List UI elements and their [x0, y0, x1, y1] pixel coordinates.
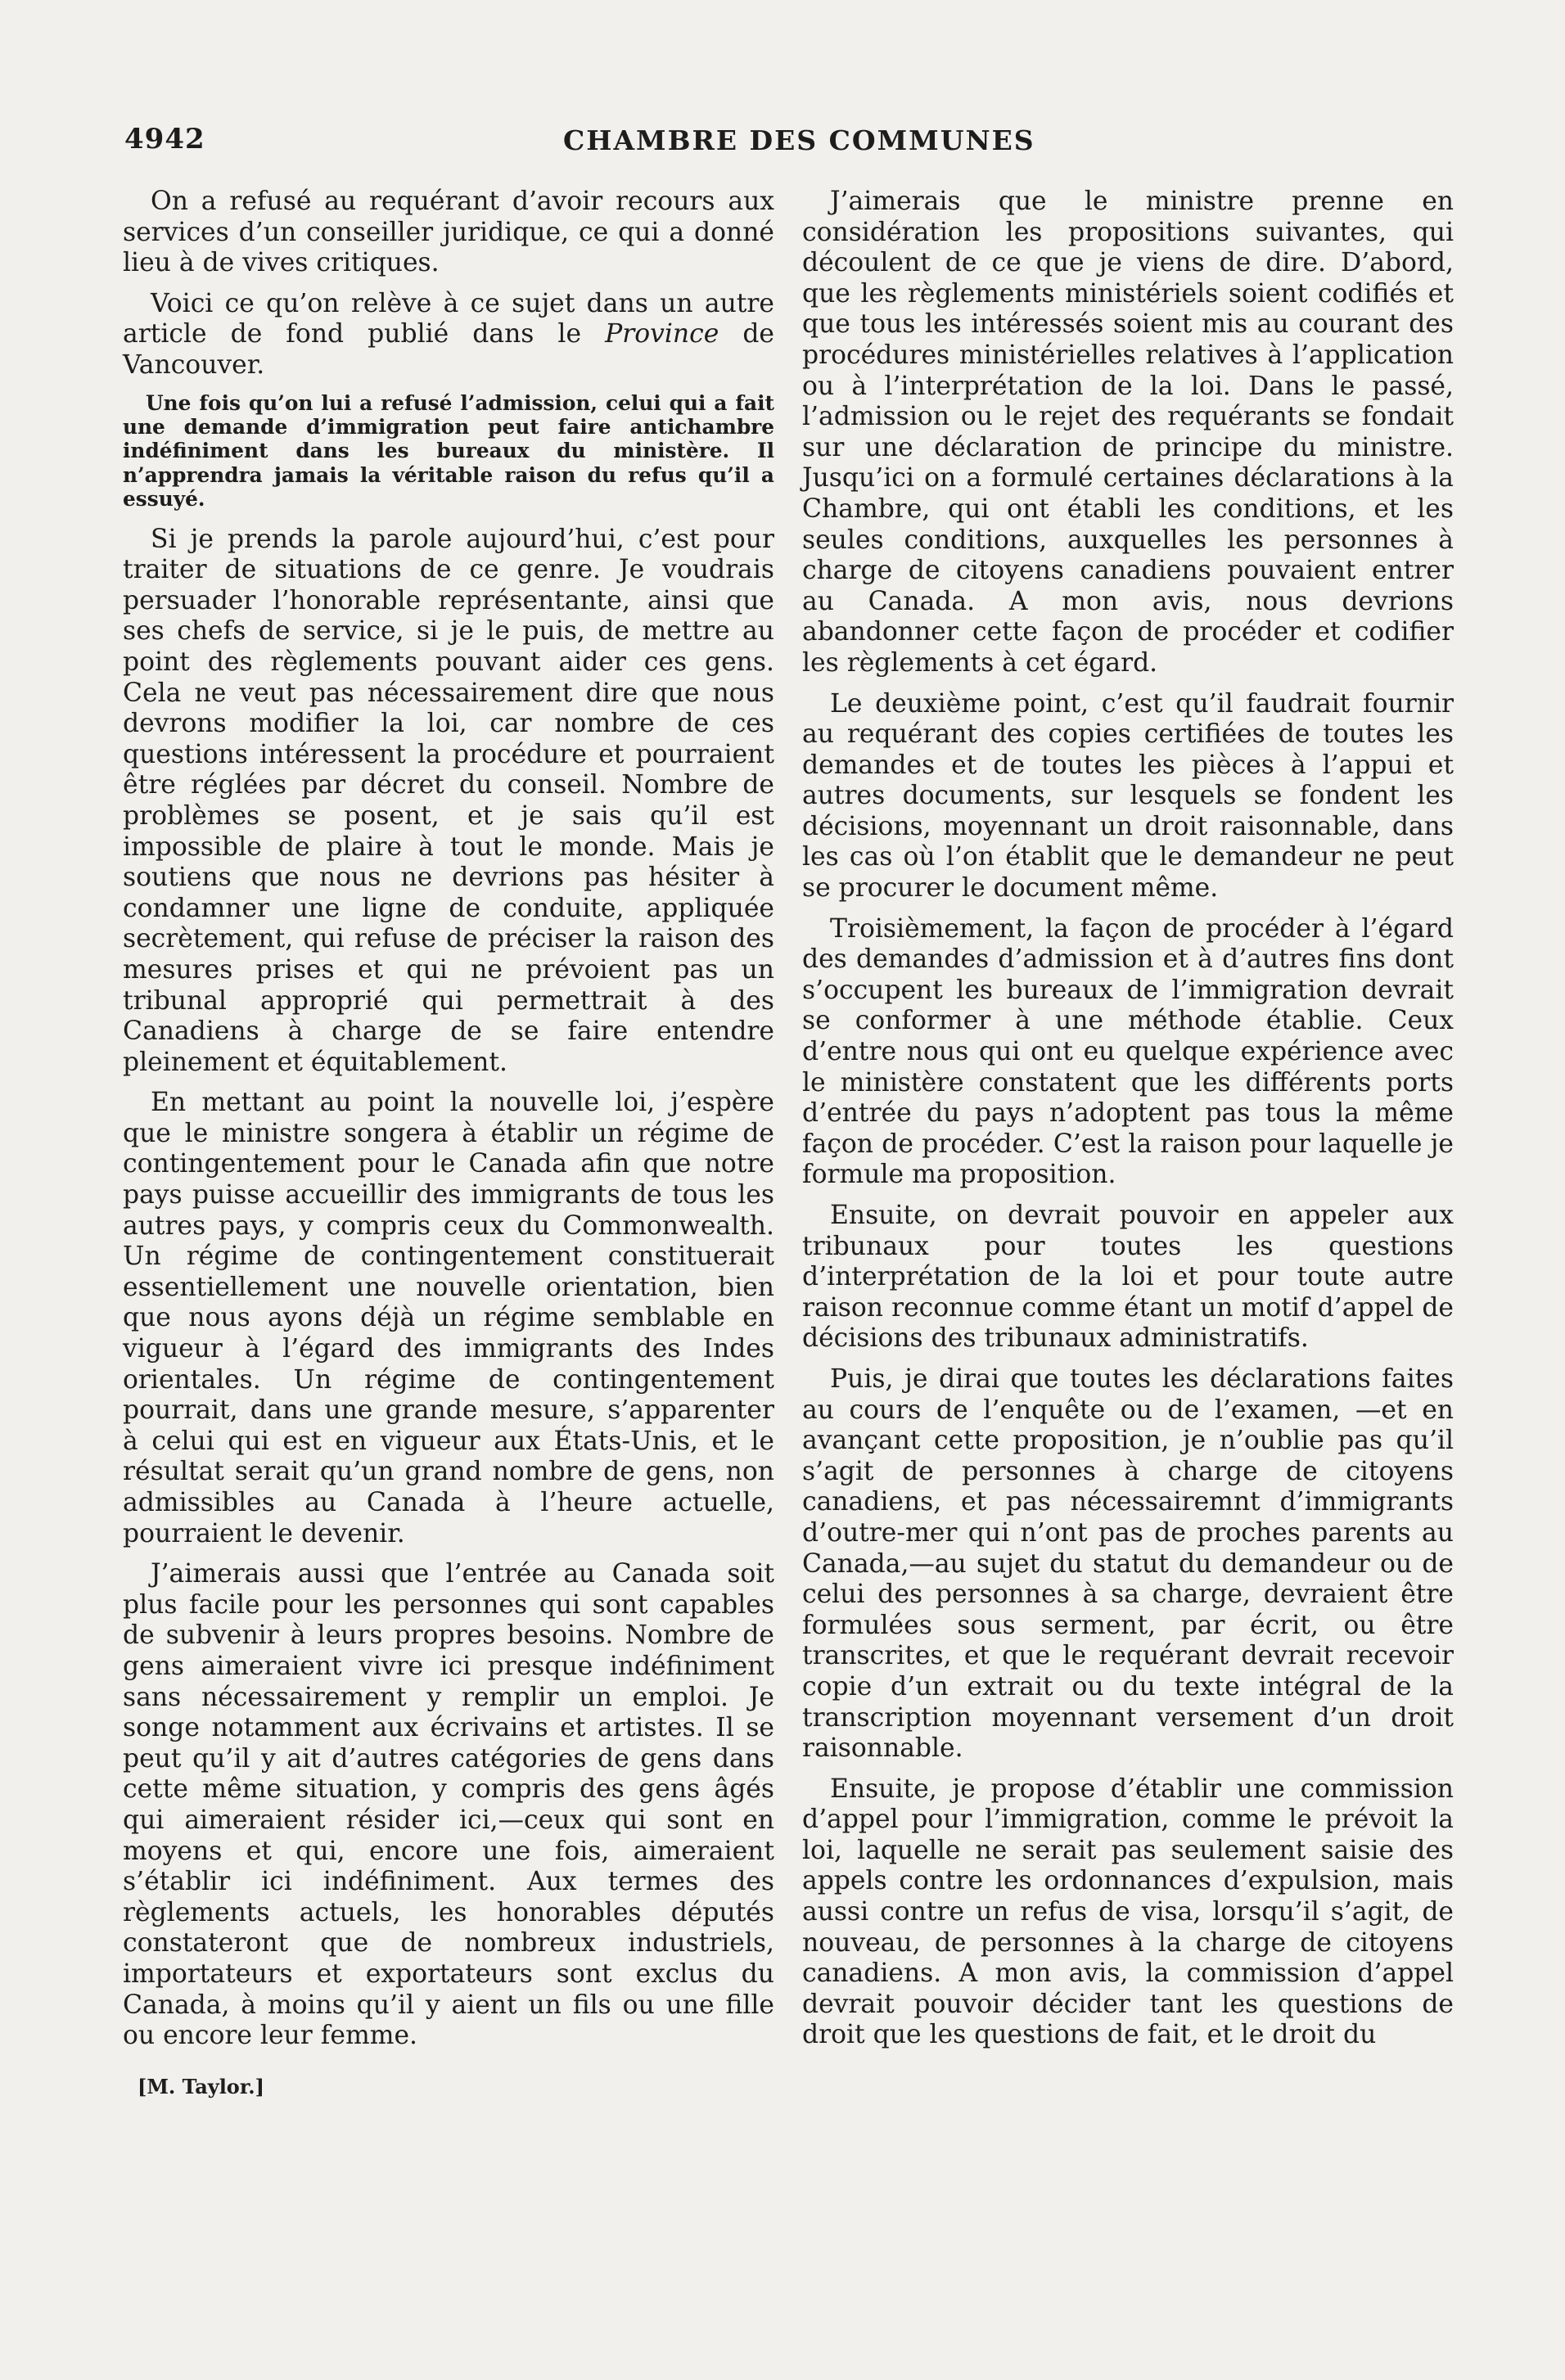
block-quote: Une fois qu’on lui a refusé l’admission, celui qui a fait une demande d’immigration peut faire antichambre indéfiniment dans les bureaux du ministère. Il n’apprendra jamais la véritable raison du refus qu’il a essuyé. — [123, 390, 774, 512]
speaker-signature: [M. Taylor.] — [138, 2074, 264, 2098]
right-column — [802, 187, 1454, 2061]
paragraph: Si je prends la parole aujourd’hui, c’est pour traiter de situations de ce genre. Je voudrais persuader l’honorable représentante, ainsi que ses chefs de service, si je le puis, de mettre au point des règlements pouvant aider ces gens. Cela ne veut pas nécessairement dire que nous devrons modifier la loi, car nombre de ces questions intéressent la procédure et pourraient être réglées par décret du conseil. Nombre de problèmes se posent, et je sais qu’il est impossible de plaire à tout le monde. Mais je soutiens que nous ne devrions pas hésiter à condamner une ligne de conduite, appliquée secrètement, qui refuse de préciser la raison des mesures prises et qui ne prévoient pas un tribunal approprié qui permettrait à des Canadiens à charge de se faire entendre pleinement et équitablement. — [123, 524, 774, 1077]
paragraph-text: Voici ce qu’on relève à ce sujet dans un autre article de fond publié dans le — [123, 288, 774, 349]
paragraph-text: de Vancouver. — [123, 319, 774, 380]
paragraph: J’aimerais aussi que l’entrée au Canada soit plus facile pour les personnes qui sont capables de subvenir à leurs propres besoins. Nombre de gens aimeraient vivre ici presque indéfiniment sans nécessairement y remplir un emploi. Je songe notamment aux écrivains et artistes. Il se peut qu’il y ait d’autres catégories de gens dans cette même situation, y compris des gens âgés qui aimeraient résider ici,—ceux qui sont en moyens et qui, encore une fois, aimeraient s’établir ici indéfiniment. Aux termes des règlements actuels, les honorables députés constateront que de nombreux industriels, importateurs et exportateurs sont exclus du Canada, à moins qu’il y aient un fils ou une fille ou encore leur femme. — [123, 1559, 774, 2051]
running-head-title: CHAMBRE DES COMMUNES — [563, 124, 1035, 156]
paragraph: Le deuxième point, c’est qu’il faudrait fournir au requérant des copies certifiées de toutes les demandes et de toutes les pièces à l’appui et autres documents, sur lesquels se fondent les décisions, moyennant un droit raisonnable, dans les cas où l’on établit que le demandeur ne peut se procurer le document même. — [802, 688, 1454, 904]
paragraph: Puis, je dirai que toutes les déclarations faites au cours de l’enquête ou de l’examen, —et en avançant cette proposition, je n’oublie pas qu’il s’agit de personnes à charge de citoyens canadiens, et pas nécessairemnt d’immigrants d’outre-mer qui n’ont pas de proches parents au Canada,—au sujet du statut du demandeur ou de celui des personnes à sa charge, devraient être formulées sous serment, par écrit, ou être transcrites, et que le requérant devrait recevoir copie d’un extrait ou du texte intégral de la transcription moyennant versement d’un droit raisonnable. — [802, 1364, 1454, 1764]
paragraph: Troisièmement, la façon de procéder à l’égard des demandes d’admission et à d’autres fins dont s’occupent les bureaux de l’immigration devrait se conformer à une méthode établie. Ceux d’entre nous qui ont eu quelque expérience avec le ministère constatent que les différents ports d’entrée du pays n’adoptent pas tous la même façon de procéder. C’est la raison pour laquelle je formule ma proposition. — [802, 913, 1454, 1190]
paragraph-with-citation — [123, 289, 774, 381]
newspaper-title: Province — [605, 319, 719, 349]
paragraph: Ensuite, je propose d’établir une commission d’appel pour l’immigration, comme le prévoit la loi, laquelle ne serait pas seulement saisie des appels contre les ordonnances d’expulsion, mais aussi contre un refus de visa, lorsqu’il s’agit, de nouveau, de personnes à la charge de citoyens canadiens. A mon avis, la commission d’appel devrait pouvoir décider tant les questions de droit que les questions de fait, et le droit du — [802, 1774, 1454, 2050]
left-column — [123, 187, 774, 2112]
paragraph: J’aimerais que le ministre prenne en considération les propositions suivantes, qui découlent de ce que je viens de dire. D’abord, que les règlements ministériels soient codifiés et que tous les intéressés soient mis au courant des procédures ministérielles relatives à l’application ou à l’interprétation de la loi. Dans le passé, l’admission ou le rejet des requérants se fondait sur une déclaration de principe du ministre. Jusqu’ici on a formulé certaines déclarations à la Chambre, qui ont établi les conditions, et les seules conditions, auxquelles les personnes à charge de citoyens canadiens pouvaient entrer au Canada. A mon avis, nous devrions abandonner cette façon de procéder et codifier les règlements à cet égard. — [802, 187, 1454, 678]
paragraph: Ensuite, on devrait pouvoir en appeler aux tribunaux pour toutes les questions d’interprétation de la loi et pour toute autre raison reconnue comme étant un motif d’appel de décisions des tribunaux administratifs. — [802, 1201, 1454, 1354]
page-number: 4942 — [124, 123, 205, 156]
paragraph: On a refusé au requérant d’avoir recours aux services d’un conseiller juridique, ce qui a donné lieu à de vives critiques. — [123, 187, 774, 278]
paragraph: En mettant au point la nouvelle loi, j’espère que le ministre songera à établir un régime de contingentement pour le Canada afin que notre pays puisse accueillir des immigrants de tous les autres pays, y compris ceux du Commonwealth. Un régime de contingentement constituerait essentiellement une nouvelle orientation, bien que nous ayons déjà un régime semblable en vigueur à l’égard des immigrants des Indes orientales. Un régime de contingentement pourrait, dans une grande mesure, s’apparenter à celui qui est en vigueur aux États-Unis, et le résultat serait qu’un grand nombre de gens, non admissibles au Canada à l’heure actuelle, pourraient le devenir. — [123, 1088, 774, 1548]
